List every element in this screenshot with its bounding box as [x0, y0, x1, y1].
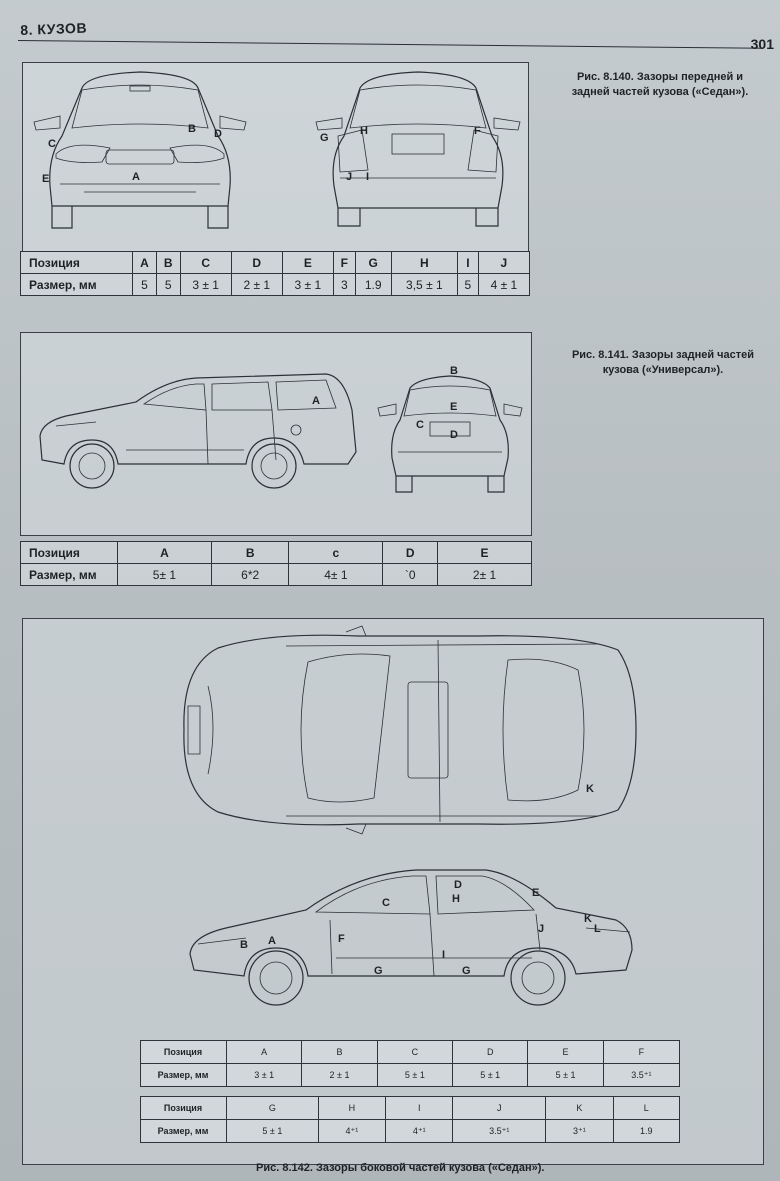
label-e: E — [450, 401, 458, 413]
sedan-top-labels — [178, 626, 640, 836]
table-header-cell: Размер, мм — [21, 274, 133, 296]
table-cell: I — [458, 252, 479, 274]
sedan-front-labels — [30, 66, 250, 246]
label-f: F — [338, 933, 345, 945]
table-header-cell: Позиция — [141, 1041, 227, 1064]
table-cell: C — [180, 252, 231, 274]
table-cell: 2 ± 1 — [231, 274, 282, 296]
label-g: G — [462, 965, 471, 977]
table-cell: 5 — [133, 274, 157, 296]
label-d: D — [214, 128, 222, 140]
table-cell: E — [528, 1041, 603, 1064]
table-cell: F — [603, 1041, 679, 1064]
table-cell: 3,5 ± 1 — [391, 274, 457, 296]
table-cell: 1.9 — [613, 1120, 680, 1143]
table-cell: H — [318, 1097, 385, 1120]
table-cell: 3 — [333, 274, 355, 296]
label-f: F — [474, 125, 481, 137]
label-a: A — [132, 171, 140, 183]
label-e: E — [532, 887, 540, 899]
table-cell: B — [156, 252, 180, 274]
table-cell: B — [211, 542, 289, 564]
table-cell: 3⁺¹ — [546, 1120, 613, 1143]
label-j: J — [538, 923, 545, 935]
table-cell: `0 — [383, 564, 438, 586]
label-k: K — [584, 913, 592, 925]
sedan-side-labels — [186, 858, 636, 1038]
wagon-side-labels — [36, 360, 361, 500]
table-cell: J — [478, 252, 529, 274]
table-cell: E — [282, 252, 333, 274]
table-cell: A — [118, 542, 212, 564]
section-title: 8. КУЗОВ — [20, 19, 88, 38]
table-cell: C — [377, 1041, 452, 1064]
label-e: E — [42, 173, 50, 185]
table-cell: E — [438, 542, 532, 564]
table-header-cell: Позиция — [141, 1097, 227, 1120]
label-b: B — [188, 123, 196, 135]
figure-142-caption: Рис. 8.142. Зазоры боковой частей кузова («Седан»). — [256, 1162, 545, 1174]
table-cell: 3 ± 1 — [227, 1064, 302, 1087]
table-cell: 2± 1 — [438, 564, 532, 586]
label-d: D — [450, 429, 458, 441]
table-cell: 5± 1 — [118, 564, 212, 586]
table-header-cell: Размер, мм — [141, 1064, 227, 1087]
table-cell: 5 ± 1 — [227, 1120, 319, 1143]
label-k: K — [586, 783, 594, 795]
label-d: D — [454, 879, 462, 891]
sedan-rear-labels — [310, 66, 525, 246]
table-cell: 3 ± 1 — [282, 274, 333, 296]
table-cell: 2 ± 1 — [302, 1064, 377, 1087]
label-g: G — [374, 965, 383, 977]
table-header-cell: Позиция — [21, 542, 118, 564]
table-cell: D — [383, 542, 438, 564]
table-cell: H — [391, 252, 457, 274]
table-cell: L — [613, 1097, 680, 1120]
table-cell: G — [227, 1097, 319, 1120]
table-row-values — [141, 1120, 680, 1143]
table-header-cell: Размер, мм — [21, 564, 118, 586]
label-j: J — [346, 171, 353, 183]
figure-142-table-2 — [140, 1096, 680, 1143]
figure-140-caption: Рис. 8.140. Зазоры передней и задней частей кузова («Седан»). — [571, 71, 749, 98]
table-cell: A — [227, 1041, 302, 1064]
table-cell: 5 ± 1 — [453, 1064, 528, 1087]
label-c: C — [48, 138, 56, 150]
figure-141-table — [20, 541, 532, 586]
label-a: A — [268, 935, 276, 947]
page-number: 301 — [750, 36, 774, 52]
table-cell: 4 ± 1 — [478, 274, 529, 296]
table-cell: 5 — [156, 274, 180, 296]
table-header-cell: Позиция — [21, 252, 133, 274]
table-cell: 5 ± 1 — [377, 1064, 452, 1087]
table-cell: J — [453, 1097, 546, 1120]
table-cell: 3.5⁺¹ — [453, 1120, 546, 1143]
label-i: I — [366, 171, 370, 183]
table-row-values — [21, 274, 530, 296]
figure-142-table-1 — [140, 1040, 680, 1087]
label-g: G — [320, 132, 329, 144]
label-b: B — [240, 939, 248, 951]
wagon-rear-labels — [378, 360, 523, 500]
label-c: C — [416, 419, 424, 431]
table-row-positions — [141, 1041, 680, 1064]
table-cell: K — [546, 1097, 613, 1120]
table-cell: I — [386, 1097, 453, 1120]
figure-141-caption: Рис. 8.141. Зазоры задней частей кузова («Универсал»). — [571, 349, 755, 376]
label-h: H — [452, 893, 460, 905]
table-cell: G — [355, 252, 391, 274]
label-c: C — [382, 897, 390, 909]
label-h: H — [360, 125, 368, 137]
table-cell: B — [302, 1041, 377, 1064]
table-cell: 5 — [458, 274, 479, 296]
table-cell: 5 ± 1 — [528, 1064, 603, 1087]
table-header-cell: Размер, мм — [141, 1120, 227, 1143]
table-row-positions — [21, 542, 532, 564]
table-row-positions — [141, 1097, 680, 1120]
label-a: A — [312, 395, 320, 407]
table-cell: 6*2 — [211, 564, 289, 586]
table-cell: F — [333, 252, 355, 274]
table-cell: c — [289, 542, 383, 564]
table-cell: D — [453, 1041, 528, 1064]
table-cell: 4⁺¹ — [386, 1120, 453, 1143]
label-l: L — [594, 923, 601, 935]
table-cell: 4⁺¹ — [318, 1120, 385, 1143]
table-cell: 4± 1 — [289, 564, 383, 586]
table-cell: 3.5⁺¹ — [603, 1064, 679, 1087]
header-rule — [18, 40, 763, 49]
table-row-values — [21, 564, 532, 586]
table-cell: 1.9 — [355, 274, 391, 296]
figure-140-table — [20, 251, 530, 296]
table-cell: D — [231, 252, 282, 274]
table-row-positions — [21, 252, 530, 274]
label-b: B — [450, 365, 458, 377]
label-i: I — [442, 949, 446, 961]
table-row-values — [141, 1064, 680, 1087]
table-cell: 3 ± 1 — [180, 274, 231, 296]
table-cell: A — [133, 252, 157, 274]
